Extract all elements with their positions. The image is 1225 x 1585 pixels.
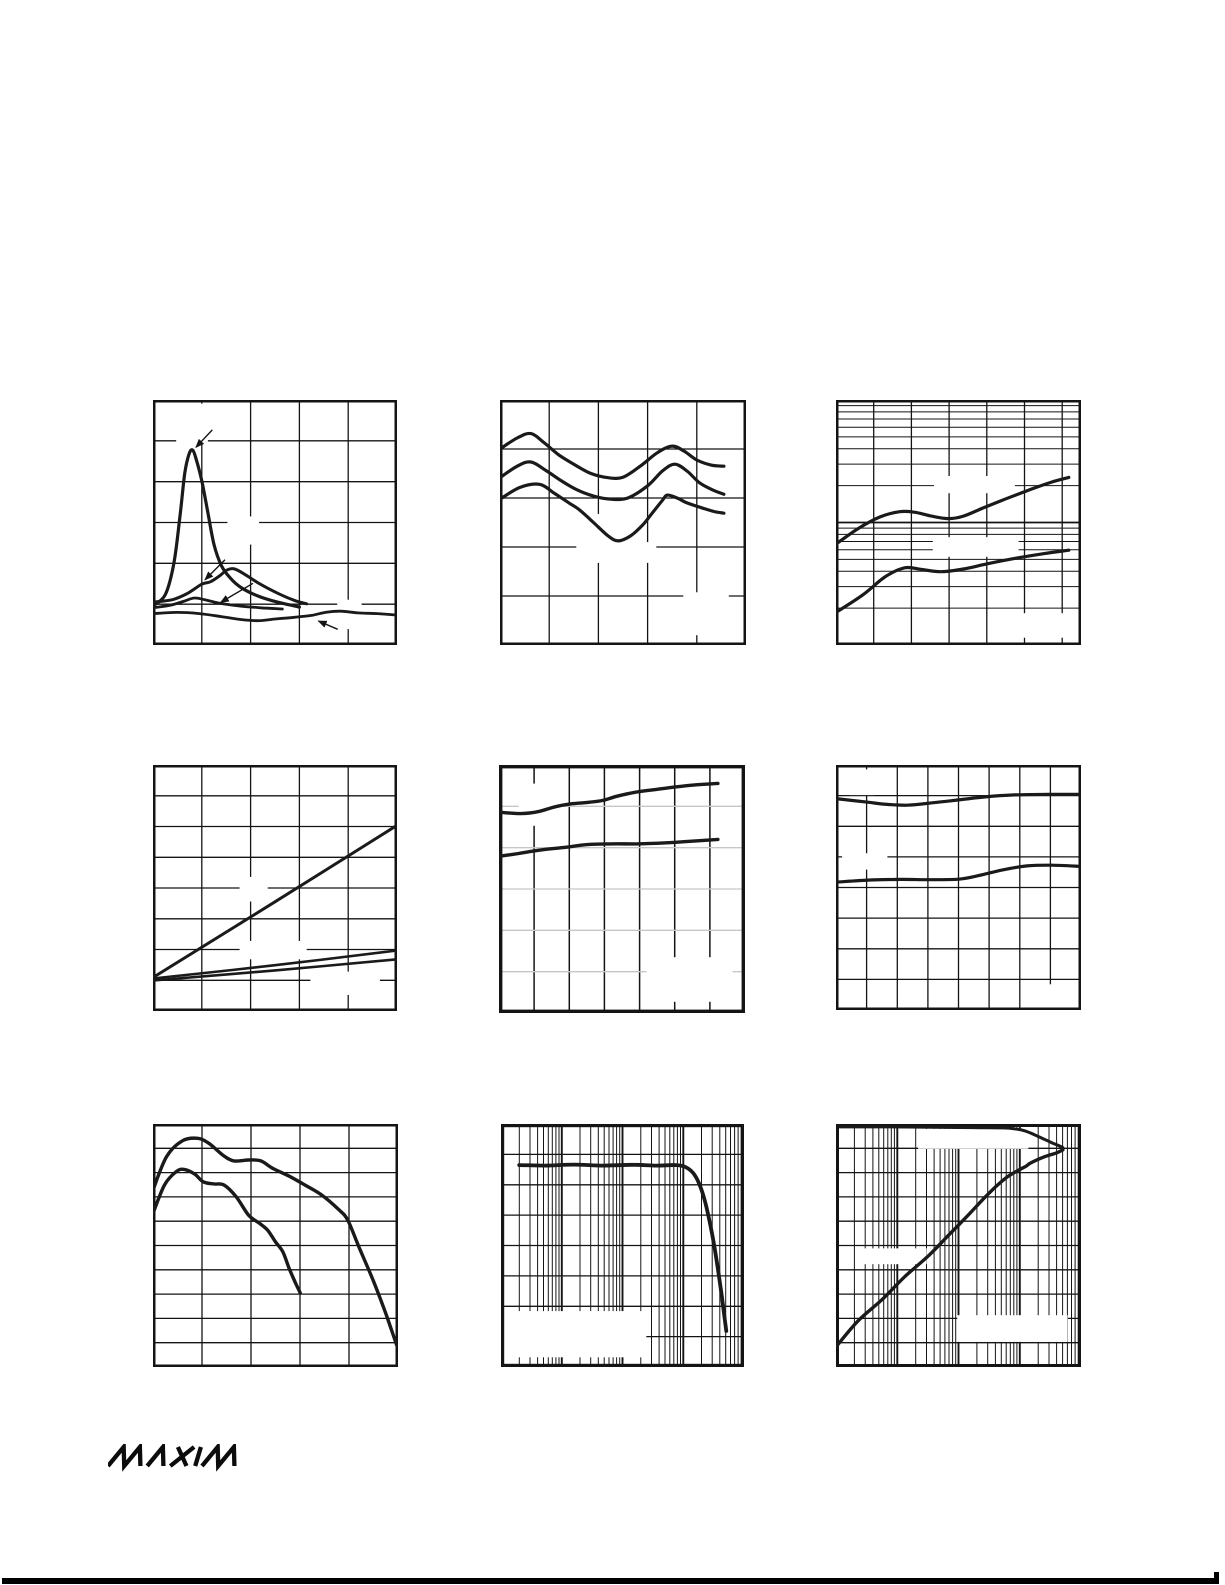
gridlines — [153, 1124, 398, 1367]
plot-svg-row3-col2 — [501, 1124, 744, 1367]
chart-plot-r3c1 — [153, 1124, 398, 1367]
maxim-logo — [108, 1444, 254, 1477]
washed-label-patches — [842, 769, 1059, 1007]
plot-svg-row2-col3 — [836, 765, 1081, 1010]
traces — [153, 1138, 397, 1345]
footer-rule — [2, 1578, 1219, 1584]
chart-plot-r2c3 — [836, 765, 1081, 1010]
trace-2 — [153, 569, 307, 604]
plot-svg-row1-col3 — [836, 400, 1081, 645]
trace-1 — [500, 433, 724, 478]
washed-label-patches — [240, 877, 380, 995]
gridlines — [836, 400, 1081, 645]
chart-plot-r2c1 — [153, 765, 397, 1011]
washed-label-patches — [503, 1311, 646, 1357]
chart-plot-r2c2 — [499, 765, 745, 1013]
traces — [153, 450, 395, 621]
chart-plot-r3c2 — [501, 1124, 744, 1367]
washed-label-patches — [576, 514, 729, 635]
plot-svg-row2-col2 — [499, 765, 745, 1013]
chart-plot-r1c2 — [500, 400, 746, 645]
plot-svg-row3-col3 — [836, 1124, 1081, 1367]
chart-plot-r3c3 — [836, 1124, 1081, 1367]
plot-svg-row1-col1 — [153, 400, 397, 645]
chart-plot-r1c3 — [836, 400, 1081, 645]
trace-2 — [500, 462, 724, 500]
pointer-arrow-icon — [318, 621, 337, 629]
trace-2 — [153, 1169, 300, 1293]
plot-svg-row2-col1 — [153, 765, 397, 1011]
footer-rule-end-tick — [1214, 1572, 1219, 1584]
washed-label-patches — [519, 784, 733, 1002]
plot-svg-row1-col2 — [500, 400, 746, 645]
plot-svg-row3-col1 — [153, 1124, 398, 1367]
trace-3 — [500, 484, 724, 541]
chart-plot-r1c1 — [153, 400, 397, 645]
maxim-logo-glyphs — [108, 1444, 254, 1473]
washed-label-patches — [176, 404, 361, 629]
trace-1 — [153, 450, 299, 607]
